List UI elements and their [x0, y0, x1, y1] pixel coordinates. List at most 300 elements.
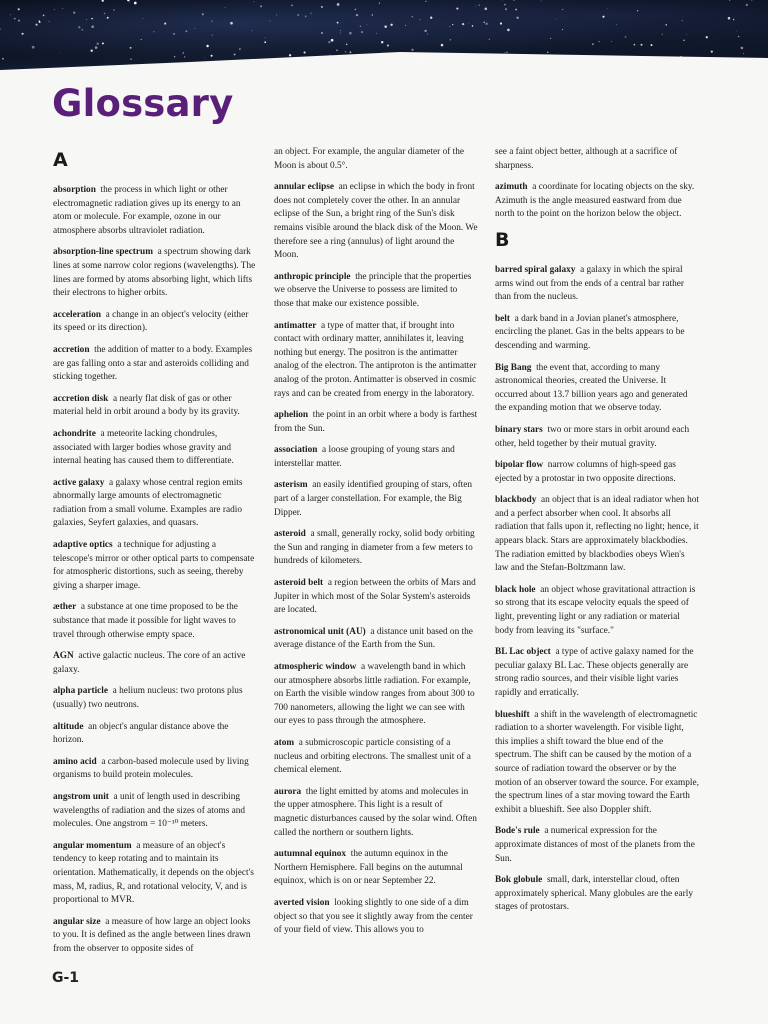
star-dot	[562, 9, 563, 10]
glossary-entry	[495, 362, 699, 416]
star-dot	[427, 34, 428, 35]
glossary-entry	[53, 601, 257, 642]
star-dot	[441, 44, 444, 47]
glossary-term: absorption	[53, 185, 96, 195]
star-dot	[107, 17, 109, 19]
glossary-term: BL Lac object	[495, 647, 551, 658]
star-dot	[328, 41, 330, 43]
glossary-definition: the process in which light or other electromagnetic radiation gives up its energy to an atom or molecule. For example, ozone in our atmosphere absorbs ultraviolet radiation.	[53, 185, 241, 236]
glossary-term: atmospheric window	[274, 662, 357, 672]
glossary-definition: a change in an object's velocity (either its speed or its direction).	[53, 309, 249, 334]
star-dot	[260, 5, 262, 7]
glossary-entry	[495, 825, 699, 866]
glossary-definition: the principle that the properties we observe the Universe to possess are limited to those that make our existence possible.	[274, 271, 472, 309]
star-dot	[95, 46, 98, 49]
star-dot	[430, 17, 432, 19]
glossary-definition: a shift in the wavelength of electromagnetic radiation to a shorter wavelength. For visible light, this implies a shift toward the blue end of the spectrum. The shift can be caused by the motion of a source of radiation toward the observer or by the motion of an observer toward the source. For example, the spectrum lines of a star moving toward the Earth exhibit a blueshift. See also Doppler shift.	[495, 709, 699, 815]
glossary-definition: the autumn equinox in the Northern Hemisphere. Fall begins on the autumnal equinox, which is on or near September 22.	[274, 849, 463, 887]
glossary-term: bipolar flow	[495, 460, 544, 471]
star-dot	[405, 25, 406, 26]
star-dot	[450, 39, 452, 41]
glossary-definition: a meteorite lacking chondrules, associated with larger bodies whose gravity and internal heating has caused them to differentiate.	[53, 428, 234, 467]
glossary-term: asteroid	[274, 529, 306, 540]
star-dot	[134, 2, 137, 5]
star-dot	[91, 25, 94, 28]
star-dot	[345, 51, 347, 53]
star-dot	[645, 56, 646, 57]
star-dot	[746, 4, 748, 6]
glossary-entry	[274, 320, 478, 402]
star-dot	[599, 41, 600, 42]
glossary-definition: a numerical expression for the approximate distances of most of the planets from the Sun.	[495, 826, 695, 864]
star-dot	[0, 28, 1, 30]
glossary-definition: a type of active galaxy named for the peculiar galaxy BL Lac. These objects generally are strong radio sources, and their visible light varies rapidly and erratically.	[495, 647, 694, 698]
star-dot	[265, 37, 266, 38]
star-dot	[337, 3, 340, 6]
star-dot	[637, 10, 638, 11]
glossary-term: binary stars	[495, 424, 543, 435]
star-dot	[130, 47, 132, 49]
star-dot	[62, 8, 63, 9]
star-dot	[420, 19, 421, 20]
page-title: Glossary	[52, 82, 234, 125]
star-dot	[412, 16, 413, 17]
glossary-term: blackbody	[495, 495, 537, 506]
glossary-column-1	[53, 146, 257, 965]
glossary-entry	[274, 848, 478, 889]
star-dot	[367, 25, 368, 26]
glossary-entry	[495, 459, 699, 486]
glossary-definition: a region between the orbits of Mars and Jupiter in which most of the Solar System's asteroids are located.	[274, 578, 476, 616]
star-dot	[102, 0, 104, 2]
star-dot	[665, 24, 666, 25]
glossary-definition: a helium nucleus: two protons plus (usually) two neutrons.	[53, 686, 243, 710]
glossary-definition: a carbon-based molecule used by living organisms to build protein molecules.	[53, 756, 249, 781]
star-dot	[289, 54, 291, 56]
star-dot	[91, 18, 93, 20]
star-dot	[505, 8, 507, 10]
star-dot	[2, 58, 4, 60]
glossary-entry	[495, 709, 699, 818]
star-dot	[452, 24, 453, 25]
glossary-definition: the event that, according to many astronomical theories, created the Universe. It occurred about 13.7 billion years ago and generated the expanding motion that we observe today.	[495, 362, 688, 414]
star-dot	[270, 21, 271, 22]
glossary-term: belt	[495, 313, 510, 324]
starfield-banner	[0, 0, 768, 78]
glossary-column-2	[274, 146, 478, 946]
glossary-definition: a measure of an object's tendency to keep rotating and to maintain its orientation. Mathematically, it depends on the object's mass, M, radius, R, and rotational velocity, V, and is proportional to MVR.	[53, 840, 254, 906]
glossary-term: association	[274, 445, 318, 456]
star-dot	[425, 1, 426, 2]
glossary-term: blueshift	[495, 709, 530, 720]
glossary-definition: the light emitted by atoms and molecules in the upper atmosphere. This light is a result of magnetic disturbances caused by the solar wind. Often called the northern or southern lights.	[274, 786, 477, 838]
glossary-term: barred spiral galaxy	[495, 264, 576, 275]
glossary-term: Big Bang	[495, 362, 532, 373]
glossary-entry	[53, 650, 257, 677]
star-dot	[174, 56, 175, 57]
star-dot	[711, 50, 713, 52]
star-dot	[78, 26, 80, 28]
star-dot	[336, 50, 338, 52]
star-dot	[541, 0, 542, 1]
glossary-entry	[53, 344, 257, 385]
star-dot	[356, 14, 358, 16]
glossary-entry	[53, 840, 257, 908]
glossary-term: autumnal equinox	[274, 849, 347, 860]
star-dot	[337, 22, 339, 24]
star-dot	[264, 41, 266, 43]
star-dot	[750, 58, 751, 59]
star-dot	[321, 32, 323, 34]
glossary-entry	[53, 477, 257, 531]
star-dot	[504, 4, 506, 6]
glossary-definition: a measure of how large an object looks to you. It is defined as the angle between lines drawn from the observer to opposite sides of	[53, 916, 251, 954]
star-dot	[376, 33, 377, 34]
star-dot	[86, 19, 87, 20]
star-dot	[405, 56, 406, 57]
star-dot	[372, 14, 373, 15]
star-dot	[360, 26, 361, 27]
star-dot	[562, 29, 563, 30]
glossary-definition: a unit of length used in describing wavelengths of radiation and the sizes of atoms and molecules. One angstrom = 10⁻¹⁰ meters.	[53, 791, 246, 830]
glossary-term: adaptive optics	[53, 540, 113, 551]
star-dot	[507, 29, 510, 32]
star-dot	[173, 33, 175, 35]
star-dot	[291, 5, 293, 7]
star-dot	[14, 18, 16, 20]
star-dot	[141, 39, 142, 40]
star-dot	[390, 24, 392, 26]
star-dot	[204, 57, 205, 58]
glossary-entry	[53, 393, 257, 420]
glossary-entry	[53, 246, 257, 300]
star-dot	[190, 29, 191, 30]
glossary-term: astronomical unit (AU)	[274, 626, 366, 637]
glossary-term: amino acid	[53, 756, 97, 767]
star-dot	[310, 13, 311, 14]
star-dot	[202, 13, 204, 15]
star-dot	[379, 2, 380, 3]
star-dot	[607, 8, 608, 9]
glossary-entry	[274, 181, 478, 263]
star-dot	[254, 1, 255, 2]
section-letter: A	[53, 149, 68, 171]
star-dot	[226, 60, 227, 61]
glossary-definition: the addition of matter to a body. Examples are gas falling onto a star and asteroids colliding and sticking together.	[53, 344, 253, 383]
star-dot	[381, 41, 383, 43]
star-dot	[130, 58, 132, 60]
glossary-entry	[495, 424, 699, 451]
star-dot	[184, 56, 185, 57]
glossary-entry	[53, 756, 257, 783]
star-dot	[550, 38, 551, 39]
glossary-entry	[274, 146, 478, 173]
glossary-definition: an object that is an ideal radiator when hot and a perfect absorber when cool. It absorbs all radiation that falls upon it, reflecting no light; hence, it appears black. Stars are approximately blackbodies. The radiation emitted by blackbodies obeys Wien's law and the Stefan-Boltzmann law.	[495, 495, 699, 574]
glossary-entry	[495, 181, 699, 222]
glossary-definition: a wavelength band in which our atmosphere absorbs little radiation. For example, on Earth the visible window ranges from about 300 to 700 nanometers, allowing the light we can see with our eyes to pass through the atmosphere.	[274, 662, 475, 727]
glossary-term: accretion disk	[53, 393, 109, 404]
glossary-entry	[495, 146, 699, 173]
glossary-term: altitude	[53, 721, 84, 732]
glossary-entry	[274, 479, 478, 520]
glossary-term: asteroid belt	[274, 578, 324, 589]
glossary-entry	[495, 646, 699, 700]
glossary-definition: a galaxy whose central region emits abnormally large amounts of electromagnetic radiation from a small volume. Examples are radio galaxies, Seyfert galaxies, and quasars.	[53, 477, 243, 529]
starfield-image	[0, 0, 768, 78]
glossary-definition: a submicroscopic particle consisting of a nucleus and orbiting electrons. The smallest unit of a chemical element.	[274, 737, 471, 776]
star-dot	[507, 52, 508, 53]
glossary-term: aurora	[274, 786, 302, 797]
star-dot	[729, 0, 730, 1]
glossary-definition: a substance at one time proposed to be the substance that made it possible for light waves to travel through otherwise empty space.	[53, 602, 238, 640]
star-dot	[737, 31, 738, 32]
star-dot	[22, 33, 24, 35]
glossary-entry	[53, 184, 257, 238]
star-dot	[96, 42, 98, 44]
glossary-entry	[274, 626, 478, 653]
star-dot	[500, 22, 502, 24]
star-dot	[602, 16, 604, 18]
star-dot	[728, 17, 731, 20]
star-dot	[662, 34, 663, 35]
glossary-term: alpha particle	[53, 686, 109, 697]
star-dot	[513, 0, 514, 1]
star-dot	[49, 21, 50, 22]
star-dot	[113, 9, 114, 10]
star-dot	[82, 29, 84, 31]
star-dot	[411, 49, 413, 51]
star-dot	[682, 20, 683, 21]
glossary-term: angular size	[53, 916, 101, 927]
star-dot	[741, 47, 744, 50]
glossary-term: azimuth	[495, 182, 528, 193]
glossary-definition: an object's angular distance above the horizon.	[53, 721, 229, 746]
star-dot	[616, 24, 617, 25]
glossary-term: AGN	[53, 651, 74, 662]
glossary-term: atom	[274, 737, 295, 748]
glossary-definition: an eclipse in which the body in front does not completely cover the other. In an annular eclipse of the Sun, a bright ring of the Sun's disk remains visible around the black disk of the Moon. We therefore see a ring (annulus) of light around the Moon.	[274, 182, 478, 261]
star-dot	[651, 44, 653, 46]
star-dot	[478, 4, 479, 5]
glossary-entry	[53, 309, 257, 336]
star-dot	[54, 9, 55, 10]
glossary-term: accretion	[53, 344, 90, 355]
glossary-definition: an easily identified grouping of stars, often part of a larger constellation. For example, the Big Dipper.	[274, 480, 473, 518]
star-dot	[519, 55, 520, 56]
glossary-definition: narrow columns of high-speed gas ejected by a protostar in two opposite directions.	[495, 460, 676, 484]
star-dot	[127, 0, 129, 1]
glossary-definition: two or more stars in orbit around each other, held together by their mutual gravity.	[495, 424, 690, 449]
star-dot	[18, 20, 20, 22]
glossary-entry	[495, 264, 699, 305]
glossary-entry	[274, 409, 478, 436]
page-number: G-1	[52, 970, 80, 986]
star-dot	[384, 25, 387, 28]
glossary-definition: a spectrum showing dark lines at some narrow color regions (wavelengths). The lines are formed by atoms absorbing light, which lifts their electrons to higher orbits.	[53, 247, 256, 299]
star-dot	[59, 53, 60, 54]
glossary-term: acceleration	[53, 309, 102, 320]
glossary-definition: active galactic nucleus. The core of an active galaxy.	[53, 651, 246, 675]
glossary-definition: a coordinate for locating objects on the sky. Azimuth is the angle measured eastward from due north to the point on the horizon below the object.	[495, 182, 695, 220]
section-letter: B	[495, 228, 510, 251]
glossary-definition: a loose grouping of young stars and interstellar matter.	[274, 445, 455, 469]
glossary-term: æther	[53, 602, 77, 613]
glossary-definition: a nearly flat disk of gas or other material held in orbit around a body by its gravity.	[53, 393, 240, 418]
glossary-term: angstrom unit	[53, 791, 109, 802]
star-dot	[450, 26, 451, 27]
star-dot	[706, 36, 708, 38]
glossary-definition: a distance unit based on the average distance of the Earth from the Sun.	[274, 626, 473, 651]
glossary-definition: the point in an orbit where a body is farthest from the Sun.	[274, 410, 478, 434]
glossary-entry	[495, 313, 699, 354]
star-dot	[212, 35, 213, 36]
star-dot	[153, 31, 154, 32]
glossary-term: asterism	[274, 480, 308, 491]
star-dot	[251, 30, 252, 31]
star-dot	[476, 6, 477, 7]
glossary-term: anthropic principle	[274, 271, 351, 282]
glossary-entry	[274, 897, 478, 938]
glossary-definition: an object. For example, the angular diameter of the Moon is about 0.5°.	[274, 147, 464, 171]
glossary-term: averted vision	[274, 897, 330, 908]
glossary-entry	[274, 737, 478, 778]
star-dot	[239, 48, 241, 50]
star-dot	[634, 44, 636, 46]
star-dot	[738, 36, 739, 37]
glossary-definition: a dark band in a Jovian planet's atmosphere, encircling the planet. Gas in the belts appears to be descending and warming.	[495, 313, 685, 351]
glossary-term: aphelion	[274, 410, 309, 421]
star-dot	[547, 52, 548, 53]
star-dot	[305, 15, 307, 17]
star-dot	[230, 22, 233, 25]
glossary-entry	[53, 428, 257, 469]
glossary-entry	[53, 916, 257, 957]
star-dot	[18, 8, 20, 10]
star-dot	[143, 18, 144, 19]
star-dot	[387, 45, 389, 47]
glossary-entry	[53, 791, 257, 832]
star-dot	[304, 51, 306, 53]
star-dot	[355, 9, 357, 11]
star-dot	[129, 2, 130, 3]
star-dot	[331, 39, 334, 42]
star-dot	[515, 9, 517, 11]
star-dot	[329, 55, 330, 56]
glossary-term: Bode's rule	[495, 826, 540, 837]
star-dot	[680, 56, 681, 57]
glossary-term: angular momentum	[53, 840, 132, 851]
glossary-definition: an object whose gravitational attraction is so strong that its escape velocity equals the speed of light, preventing light or any radiation or material body from leaving its "surface."	[495, 584, 696, 636]
glossary-definition: a galaxy in which the spiral arms wind out from the ends of a central bar rather than from the nucleus.	[495, 264, 684, 303]
star-dot	[211, 21, 212, 22]
star-dot	[182, 52, 184, 54]
glossary-entry	[53, 721, 257, 748]
star-dot	[340, 33, 341, 34]
star-dot	[502, 0, 503, 1]
star-dot	[485, 8, 488, 11]
star-dot	[489, 39, 490, 40]
glossary-definition: a technique for adjusting a telescope's mirror or other optical parts to compensate for atmospheric distortions, such as seeing, thereby giving a sharper image.	[53, 540, 255, 591]
glossary-entry	[274, 661, 478, 729]
star-dot	[504, 52, 505, 53]
star-dot	[211, 55, 213, 57]
star-dot	[456, 8, 458, 10]
star-dot	[43, 15, 45, 17]
star-dot	[640, 44, 642, 46]
star-dot	[625, 36, 627, 38]
glossary-entry	[274, 786, 478, 840]
star-dot	[635, 58, 637, 60]
star-dot	[468, 23, 469, 24]
star-dot	[340, 30, 341, 31]
star-dot	[10, 14, 11, 15]
star-dot	[32, 46, 35, 49]
glossary-entry	[495, 494, 699, 576]
star-dot	[349, 51, 351, 53]
star-dot	[556, 19, 557, 20]
glossary-entry	[274, 577, 478, 618]
star-dot	[276, 14, 277, 15]
glossary-definition: looking slightly to one side of a dim object so that you see it slightly away from the center of your field of view. This allows you to	[274, 897, 473, 936]
star-dot	[424, 30, 426, 32]
glossary-term: active galaxy	[53, 477, 105, 488]
glossary-definition: a small, generally rocky, solid body orbiting the Sun and ranging in diameter from a few meters to hundreds of kilometers.	[274, 529, 475, 567]
star-dot	[686, 34, 687, 35]
star-dot	[418, 58, 420, 60]
glossary-entry	[274, 271, 478, 312]
star-dot	[351, 57, 354, 60]
star-dot	[611, 41, 612, 42]
glossary-term: achondrite	[53, 428, 96, 439]
glossary-term: antimatter	[274, 320, 317, 331]
star-dot	[484, 22, 485, 23]
glossary-term: Bok globule	[495, 875, 543, 886]
star-dot	[346, 44, 347, 45]
star-dot	[39, 20, 40, 21]
star-dot	[485, 23, 487, 25]
star-dot	[683, 40, 684, 41]
star-dot	[733, 19, 735, 21]
star-dot	[234, 54, 236, 56]
star-dot	[102, 42, 104, 44]
star-dot	[73, 12, 75, 14]
glossary-term: black hole	[495, 584, 536, 595]
star-dot	[349, 32, 352, 35]
glossary-entry	[53, 685, 257, 712]
star-dot	[206, 45, 208, 47]
glossary-term: absorption-line spectrum	[53, 247, 153, 258]
star-dot	[91, 50, 93, 52]
star-dot	[104, 13, 106, 15]
glossary-entry	[495, 874, 699, 915]
star-dot	[472, 25, 474, 27]
glossary-definition: see a faint object better, although at a sacrifice of sharpness.	[495, 147, 678, 171]
star-dot	[516, 17, 518, 19]
star-dot	[361, 31, 363, 33]
star-dot	[321, 6, 323, 8]
star-dot	[164, 23, 166, 25]
star-dot	[185, 30, 187, 32]
glossary-entry	[274, 528, 478, 569]
glossary-term: annular eclipse	[274, 182, 335, 193]
star-dot	[194, 28, 195, 29]
star-dot	[751, 0, 752, 1]
star-dot	[462, 23, 464, 25]
star-dot	[297, 14, 298, 15]
glossary-entry	[274, 444, 478, 471]
glossary-entry	[495, 584, 699, 638]
star-dot	[225, 7, 226, 8]
